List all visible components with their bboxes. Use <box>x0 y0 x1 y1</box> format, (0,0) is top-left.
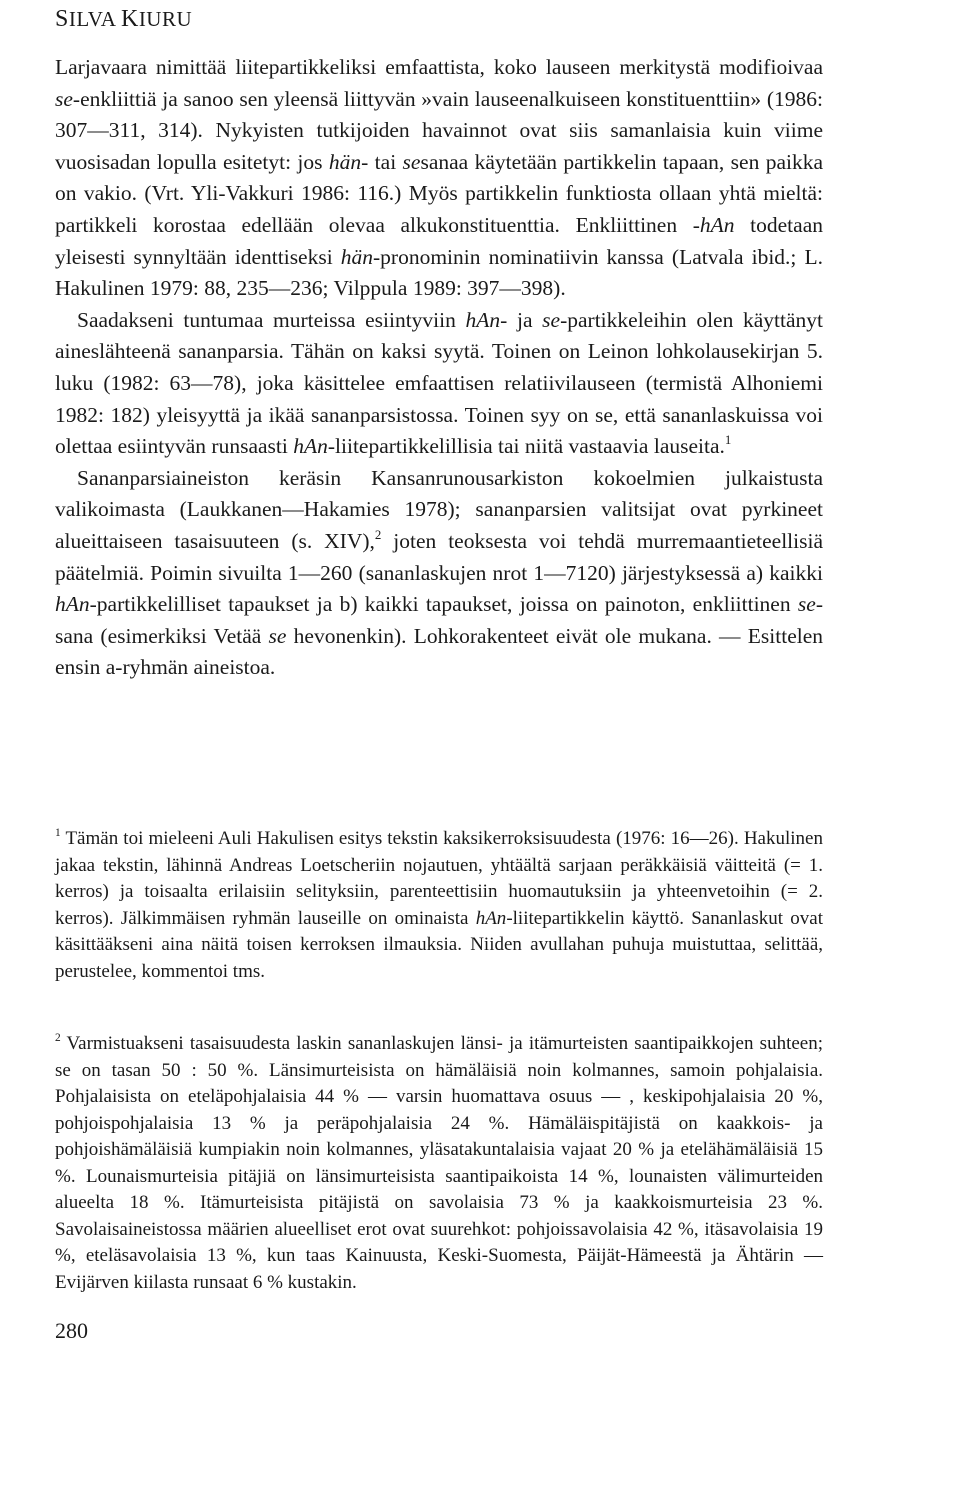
text-run: tai <box>368 149 403 174</box>
running-header: SILVA KIURU <box>55 6 193 32</box>
italic-term: hAn <box>55 592 90 617</box>
text-run: Saadakseni tuntumaa murteissa esiintyviin <box>77 307 466 332</box>
italic-term: hAn- <box>465 307 508 332</box>
text-run: hevonenkin). Lohkorakenteet eivät ole mukana. — Esittelen ensin a-ryhmän aineistoa. <box>55 623 824 680</box>
italic-term: hAn <box>475 907 507 929</box>
italic-term: hän- <box>328 149 369 174</box>
text-run: -liitepartikkelin käyttö. Sananlaskut ovat käsittääkseni aina näitä toisen kerroksen ilmauksia. Niiden avullahan puhuja muistuttaa, selittää, perustelee, kommentoi tms. <box>55 907 823 982</box>
text-run: -partikkeleihin olen käyttänyt aineslähteenä sananparsia. Tähän on kaksi syytä. Toinen on Leinon lohkolausekirjan 5. luku (1982: 63—78), joka käsittelee emfaattisen relatiivilauseen (termistä Alhoniemi 1982: 182) yleisyyttä ja ikää sananparsistossa. Toinen syy on se, että sananlaskuissa voi olettaa esiintyvän runsaasti <box>55 307 823 459</box>
italic-term: se <box>402 149 421 174</box>
text-run: Tämän toi mieleeni Auli Hakulisen esitys tekstin kaksikerroksisuudesta (1976: 16—26). Hakulinen jakaa tekstin, lähinnä Andreas Loetscheriin nojautuen, yhtäältä sarjaan peräkkäisiä väitteitä (= 1. kerros) ja toisaalta erilaisiin selityksiin, parenteettisiin huomautuksiin ja yhteenvetoihin (= 2. kerros). Jälkimmäisen ryhmän lauseille on ominaista <box>55 828 823 929</box>
footnote-marker: 1 <box>724 433 732 448</box>
footnote-marker: 2 <box>55 1032 61 1045</box>
text-run: -sana (esimerkiksi Vetää <box>55 592 823 648</box>
text-run: Varmistuakseni tasaisuudesta laskin sananlaskujen länsi- ja itämurteisten saantipaikkojen suhteen; se on tasan 50 : 50 %. Länsimurteisista on hämäläisiä noin kolmannes, samoin pohjalaisia. Pohjalaisista on eteläpohjalaisia 44 % — varsin huomattava osuus — , keskipohjalaisia 20 %, pohjoispohjalaisia 13 % ja peräpohjalaisia 24 %. Hämäläispitäjistä on kaakkois- ja pohjoishämäläisiä kumpiakin noin kolmannes, yläsatakuntalaisia vajaat 20 % ja etelähämäläisiä 15 %. Lounaismurteisia pitäjiä on länsimurteisista saantipaikoista 14 %, lounaisten välimurteiden alueelta 18 %. Itämurteisista pitäjistä on savolaisia 73 % ja kaakkoismurteisia 23 %. Savolaisaineistossa määrien alueelliset erot ovat suurehkot: pohjoissavolaisia 42 %, itäsavolaisia 19 %, eteläsavolaisia 13 %, kun taas Kainuusta, Keski-Suomesta, Päijät-Hämeestä ja Ähtärin — Evijärven kiilasta runsaat 6 % kustakin. <box>55 1033 823 1293</box>
page-number: 280 <box>55 1318 88 1343</box>
text-run: -pronominin nominatiivin kanssa (Latvala ibid.; L. Hakulinen 1979: 88, 235—236; Vilppula 1989: 397—398). <box>55 244 823 301</box>
footnote-1 <box>55 826 823 985</box>
italic-term: se <box>268 623 287 648</box>
text-run: -liitepartikkelillisia tai niitä vastaavia lauseita. <box>327 434 725 459</box>
italic-term: se <box>55 86 73 111</box>
footnote-marker: 1 <box>55 827 61 840</box>
footnote-marker: 2 <box>374 527 382 542</box>
footnote-text <box>55 826 823 985</box>
italic-term: se <box>542 307 561 332</box>
text-run: Larjavaara nimittää liitepartikkeliksi emfaattista, koko lauseen merkitystä modifioivaa <box>55 55 823 79</box>
text-run: -enkliittiä ja sanoo sen yleensä liittyvän »vain lauseenalkuiseen konstituenttiin» (1986: 307—311, 314). Nykyisten tutkijoiden havainnot ovat siis samanlaisia kuin viime vuosisadan lopulla esitetyt: jos <box>55 86 823 174</box>
body-text <box>55 52 823 684</box>
paragraph <box>55 52 823 305</box>
footnote-2 <box>55 1031 823 1296</box>
footnote-text <box>55 1031 823 1296</box>
text-run: ja <box>507 307 543 332</box>
paragraph <box>55 463 823 684</box>
paragraph <box>55 305 823 463</box>
text-run: -partikkelilliset tapaukset ja b) kaikki tapaukset, joissa on painoton, enkliittinen <box>89 592 798 617</box>
text-run: todetaan yleisesti synnyltään identtiseksi <box>55 212 823 269</box>
italic-term: se <box>797 592 816 617</box>
text-run: joten teoksesta voi tehdä murremaantieteellisiä päätelmiä. Poimin sivuilta 1—260 (sananlaskujen nrot 1—7120) järjestyksessä a) kaikki <box>55 528 824 585</box>
text-run: sanaa käytetään partikkelin tapaan, sen paikka on vakio. (Vrt. Yli-Vakkuri 1986: 116.) Myös partikkelin funktiosta ollaan yhtä mieltä: partikkeli korostaa edellään olevaa alkukonstituenttia. Enkliittinen <box>55 149 823 237</box>
italic-term: hän <box>340 244 374 269</box>
italic-term: -hAn <box>692 212 735 237</box>
text-run: Sananparsiaineiston keräsin Kansanrunousarkiston kokoelmien julkaistusta valikoimasta (Laukkanen—Hakamies 1978); sananparsien valitsijat ovat pyrkineet alueittaiseen tasaisuuteen (s. XIV), <box>55 465 823 553</box>
italic-term: hAn <box>293 434 328 459</box>
